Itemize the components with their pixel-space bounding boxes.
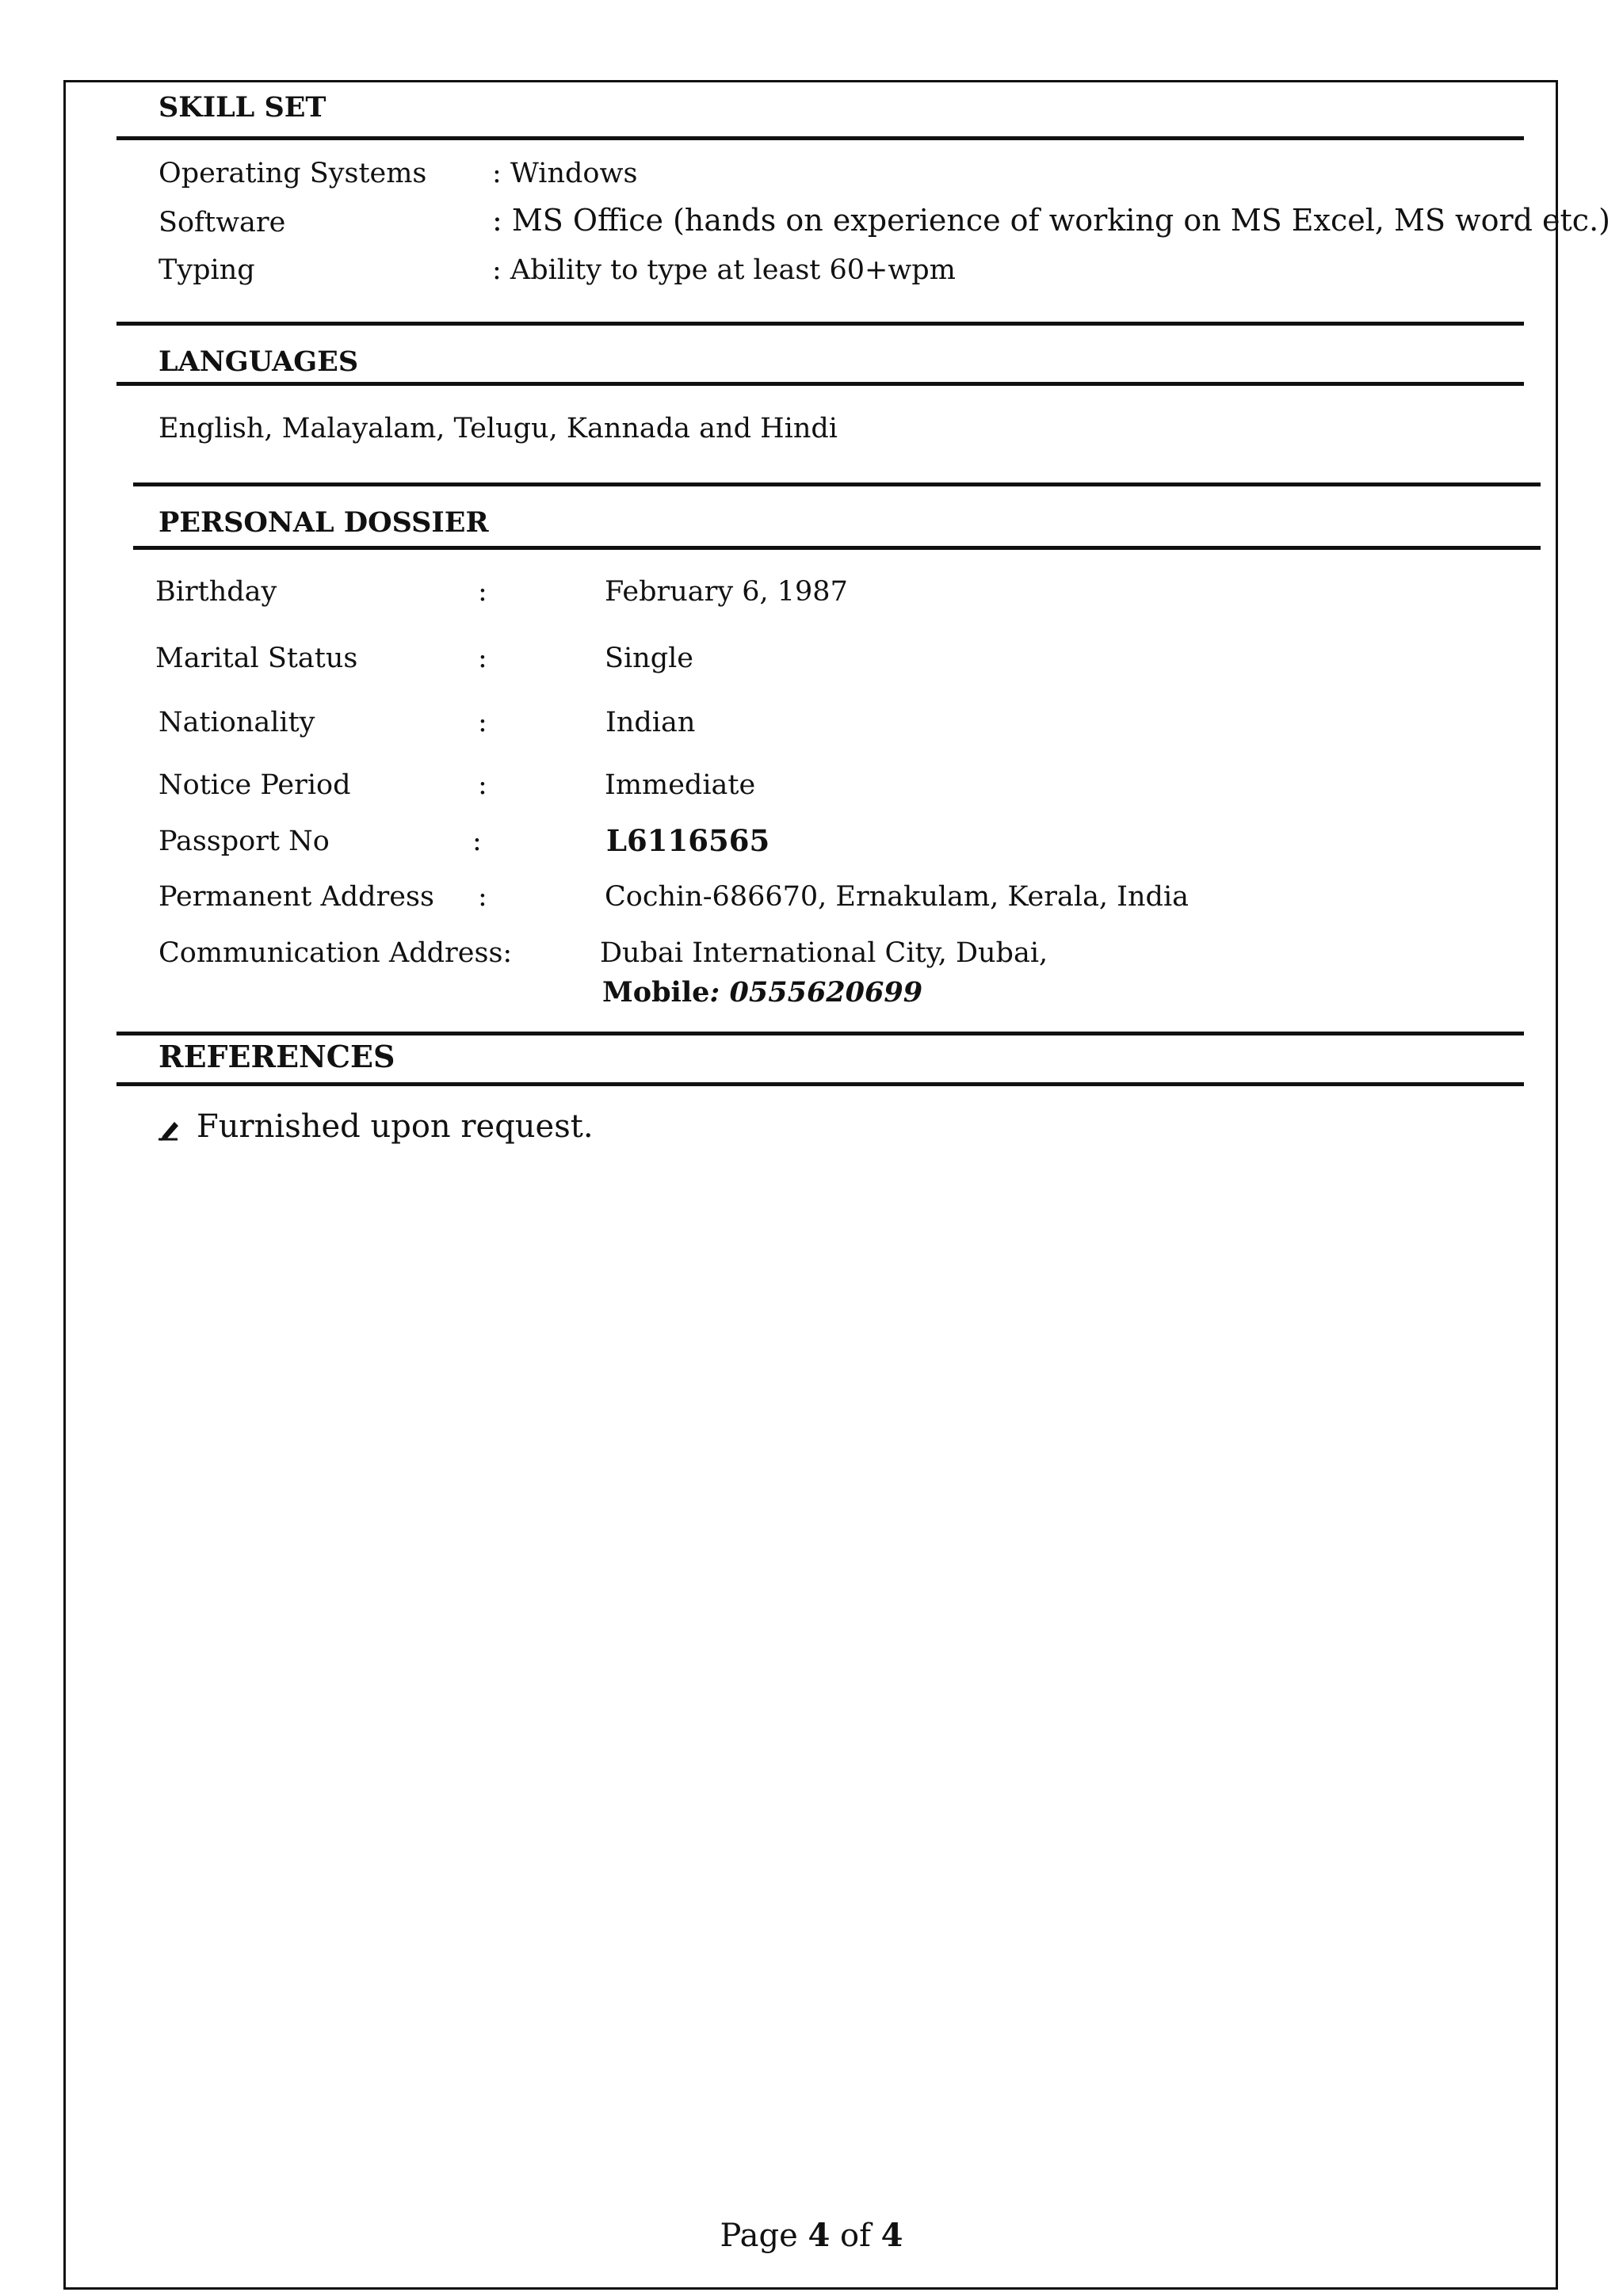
personal-value-notice-period: Immediate <box>605 769 756 801</box>
divider <box>116 136 1524 140</box>
languages-text: English, Malayalam, Telugu, Kannada and Hindi <box>158 413 838 444</box>
skill-value-os: : Windows <box>492 158 638 189</box>
personal-sep-marital-status: : <box>478 643 487 674</box>
skill-value-software <box>492 204 1610 238</box>
references-heading: REFERENCES <box>158 1039 395 1074</box>
skill-value-typing: : Ability to type at least 60+wpm <box>492 254 956 286</box>
personal-label-nationality: Nationality <box>158 707 315 738</box>
personal-label-birthday: Birthday <box>155 576 277 608</box>
personal-value-communication-address: Dubai International City, Dubai, <box>600 937 1048 969</box>
skill-label-software: Software <box>158 207 286 238</box>
personal-label-marital-status: Marital Status <box>155 643 358 674</box>
mobile-value: : 0555620699 <box>709 976 923 1009</box>
personal-sep-nationality: : <box>478 707 487 738</box>
personal-value-passport: L6116565 <box>606 823 770 858</box>
pencil-bullet-icon <box>155 1116 182 1143</box>
personal-label-notice-period: Notice Period <box>158 769 351 801</box>
personal-label-passport: Passport No <box>158 826 330 857</box>
divider <box>116 1032 1524 1035</box>
mobile-line <box>602 978 922 1009</box>
skill-label-os: Operating Systems <box>158 158 427 189</box>
of-word: of <box>830 2218 881 2254</box>
references-text: Furnished upon request. <box>197 1108 594 1145</box>
personal-sep-notice-period: : <box>478 769 487 801</box>
personal-sep-birthday: : <box>478 576 487 608</box>
current-page: 4 <box>808 2217 831 2254</box>
languages-heading: LANGUAGES <box>158 345 359 378</box>
skill-label-typing: Typing <box>158 254 255 286</box>
personal-label-permanent-address: Permanent Address <box>158 881 434 913</box>
personal-value-permanent-address: Cochin-686670, Ernakulam, Kerala, India <box>605 881 1190 913</box>
software-value-text: : MS Office (hands on experience of working on MS Excel, MS word etc.) <box>492 203 1610 238</box>
divider <box>116 1082 1524 1086</box>
skill-set-heading: SKILL SET <box>158 91 327 124</box>
divider <box>116 322 1524 326</box>
personal-dossier-heading: PERSONAL DOSSIER <box>158 506 489 539</box>
personal-value-nationality: Indian <box>605 707 696 738</box>
divider <box>133 546 1541 550</box>
mobile-label: Mobile <box>602 976 710 1009</box>
divider <box>133 482 1541 486</box>
personal-label-communication-address: Communication Address: <box>158 937 513 969</box>
page-number <box>0 2217 1623 2254</box>
page-border <box>63 80 1558 2290</box>
total-pages: 4 <box>880 2217 903 2254</box>
personal-value-birthday: February 6, 1987 <box>605 576 848 608</box>
personal-sep-permanent-address: : <box>478 881 487 913</box>
page-word: Page <box>720 2218 808 2254</box>
divider <box>116 382 1524 386</box>
personal-value-marital-status: Single <box>605 643 694 674</box>
personal-sep-passport: : <box>472 826 482 857</box>
